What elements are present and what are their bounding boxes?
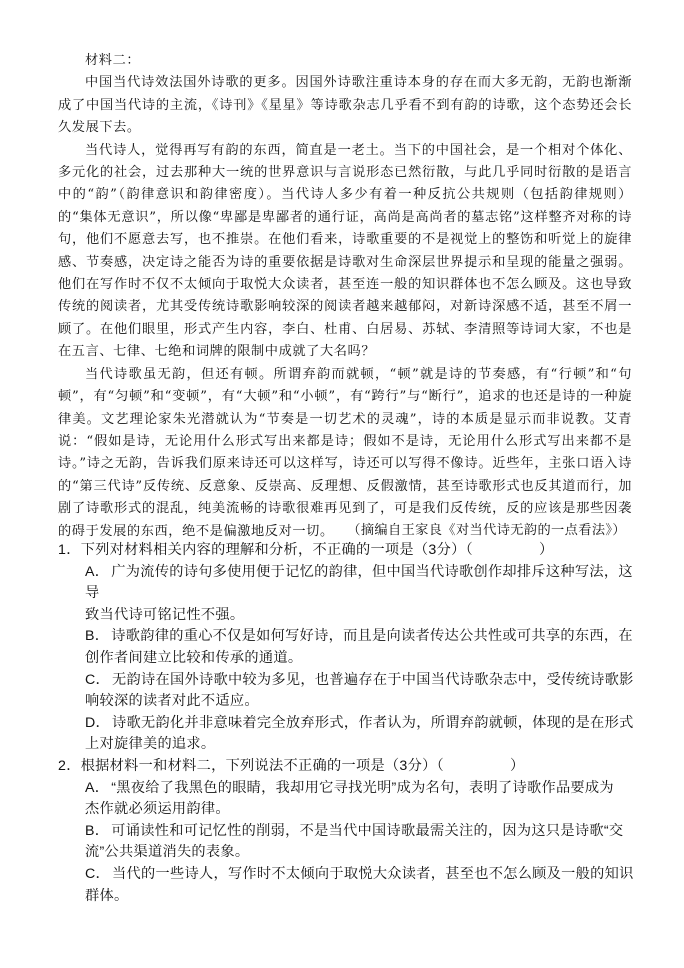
option-text-cont: 致当代诗可铭记性不强。: [85, 606, 245, 623]
option-text: 广为流传的诗句多使用便于记忆的韵律，但中国当代诗歌创作却排斥这种写法，这导: [85, 563, 633, 602]
material-source: （摘编自王家良《对当代诗无韵的一点看法》）: [347, 523, 626, 538]
question-number: 1．: [58, 542, 81, 558]
option-text: 诗歌韵律的重心不仅是如何写好诗，而且是向读者传达公共性或可共享的东西，在: [111, 628, 633, 645]
question-text: 根据材料一和材料二，下列说法不正确的一项是（3分）（: [80, 757, 444, 774]
option-text-cont: 杰作就必须运用韵律。: [85, 801, 230, 818]
option-c: [58, 864, 642, 886]
option-text: “黑夜给了我黑色的眼睛，我却用它寻找光明”成为名句，表明了诗歌作品要成为: [111, 779, 614, 796]
option-text-cont: 创作者间建立比较和传承的通道。: [85, 649, 303, 666]
option-letter: A．: [85, 563, 110, 580]
option-letter: B．: [85, 822, 110, 839]
material-paragraph: 当代诗人，觉得再写有韵的东西，简直是一老土。当下的中国社会，是一个相对个体化、多元化的社会，过去那种大一统的世界意识与言说形态已然衍散，与此几乎同时衍散的是语言中的“韵”（韵律意识和韵律密度）。当代诗人多少有着一种反抗公共规则（包括韵律规则）的“集体无意识”，所以像“卑鄙是卑鄙者的通行证，高尚是高尚者的墓志铭”这样整齐对称的诗句，他们不愿意去写，也不推崇。在他们看来，诗歌重要的不是视觉上的整饬和听觉上的旋律感、节奏感，决定诗之能否为诗的重要依据是诗歌对生命深层世界提示和呈现的能量之强弱。他们在写作时不仅不太倾向于取悦大众读者，甚至连一般的知识群体也不怎么顾及。这也导致传统的阅读者，尤其受传统诗歌影响较深的阅读者越来越郁闷，对新诗深感不适，甚至不屑一顾了。在他们眼里，形式产生内容，李白、杜甫、白居易、苏轼、李清照等诗词大家，不也是在五言、七律、七绝和词牌的限制中成就了大名吗？: [58, 142, 632, 360]
option-letter: C．: [85, 865, 111, 882]
question-stem: [58, 540, 642, 562]
option-letter: C．: [85, 671, 111, 688]
option-text-cont: 上对旋律美的追求。: [85, 736, 216, 753]
question-text-end: ）: [538, 542, 554, 558]
option-text: 诗歌无韵化并非意味着完全放弃形式，作者认为，所谓弃韵就顿，体现的是在形式: [112, 714, 634, 731]
question-1: [58, 540, 642, 756]
question-number: 2．: [58, 757, 81, 774]
question-text: 下列对材料相关内容的理解和分析，不正确的一项是（3分）（: [80, 542, 473, 558]
option-a: [58, 562, 642, 605]
option-d: [58, 713, 642, 735]
material-paragraph: 中国当代诗效法国外诗歌的更多。因国外诗歌注重诗本身的存在而大多无韵，无韵也渐渐成了中国当代诗的主流，《诗刊》《星星》等诗歌杂志几乎看不到有韵的诗歌，这个态势还会长久发展下去。: [58, 75, 632, 136]
option-letter: D．: [85, 714, 111, 731]
option-text-cont: 响较深的读者对此不适应。: [85, 693, 259, 710]
option-letter: A．: [85, 779, 110, 796]
option-a: [58, 778, 642, 800]
option-b: [58, 626, 642, 648]
material-title: 材料二：: [85, 53, 141, 68]
option-text: 无韵诗在国外诗歌中较为多见，也普遍存在于中国当代诗歌杂志中，受传统诗歌影: [112, 671, 634, 688]
reading-material: [58, 50, 632, 543]
option-letter: B．: [85, 628, 110, 645]
option-text-cont: 流”公共渠道消失的表象。: [85, 844, 250, 861]
question-list: [58, 540, 642, 907]
option-c: [58, 670, 642, 692]
option-text: 可诵读性和可记忆性的削弱，不是当代中国诗歌最需关注的，因为这只是诗歌“交: [111, 822, 624, 839]
option-b: [58, 821, 642, 843]
question-2: [58, 756, 642, 907]
option-text-cont: 群体。: [85, 887, 129, 904]
question-stem: [58, 756, 642, 778]
option-text: 当代的一些诗人，写作时不太倾向于取悦大众读者，甚至也不怎么顾及一般的知识: [112, 865, 634, 882]
question-text-end: ）: [509, 757, 525, 774]
material-paragraph: 当代诗歌虽无韵，但还有顿。所谓弃韵而就顿，“顿”就是诗的节奏感，有“行顿”和“句顿”，有“匀顿”和“变顿”，有“大顿”和“小顿”，有“跨行”与“断行”，追求的也还是诗的一种旋律美。文艺理论家朱光潜就认为“节奏是一切艺术的灵魂”，诗的本质是显示而非说教。艾青说：“假如是诗，无论用什么形式写出来都是诗；假如不是诗，无论用什么形式写出来都不是诗。”诗之无韵，告诉我们原来诗还可以这样写，诗还可以写得不像诗。近些年，主张口语入诗的“第三代诗”反传统、反意象、反崇高、反理想、反假激情，甚至诗歌形式也反其道而行，加剧了诗歌形式的混乱，纯美流畅的诗歌很难再见到了，可是我们反传统，反的应该是那些因袭的碍于发展的东西，绝不是偏激地反对一切。: [58, 366, 632, 539]
